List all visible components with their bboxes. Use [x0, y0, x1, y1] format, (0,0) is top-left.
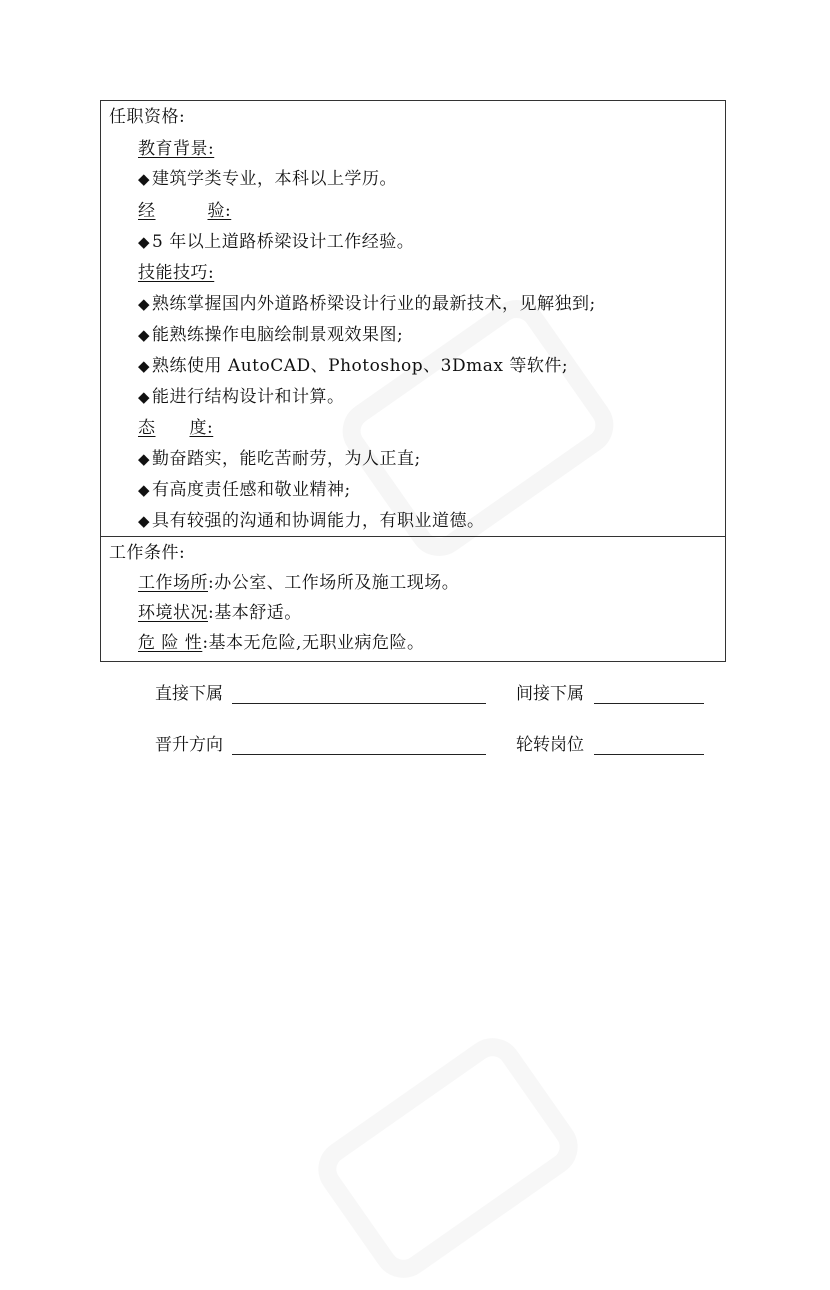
watermark-logo	[307, 1026, 590, 1289]
skills-heading: 技能技巧:	[138, 263, 215, 283]
direct-report-label: 直接下属	[155, 684, 223, 704]
indirect-report-label: 间接下属	[516, 684, 584, 704]
work-conditions-section	[100, 536, 726, 662]
experience-heading: 经 验:	[138, 201, 232, 221]
education-heading: 教育背景:	[138, 139, 215, 159]
rotation-label: 轮转岗位	[516, 735, 584, 755]
work-conditions-title: 工作条件:	[109, 543, 186, 563]
skills-item: ◆ 能进行结构设计和计算。	[138, 387, 345, 407]
education-item: ◆ 建筑学类专业，本科以上学历。	[138, 169, 398, 189]
diamond-bullet-icon: ◆	[138, 233, 151, 251]
skills-item: ◆ 熟练掌握国内外道路桥梁设计行业的最新技术，见解独到;	[138, 294, 596, 314]
qualifications-title: 任职资格:	[109, 107, 186, 127]
diamond-bullet-icon: ◆	[138, 295, 151, 313]
risk-row: 危 险 性:基本无危险,无职业病危险。	[138, 633, 425, 653]
environment-row: 环境状况:基本舒适。	[138, 603, 302, 623]
skills-item: ◆ 熟练使用 AutoCAD、Photoshop、3Dmax 等软件;	[138, 356, 569, 376]
promotion-label: 晋升方向	[155, 735, 223, 755]
direct-report-field[interactable]	[232, 703, 486, 704]
diamond-bullet-icon: ◆	[138, 357, 151, 375]
skills-item: ◆ 能熟练操作电脑绘制景观效果图;	[138, 325, 404, 345]
attitude-item: ◆ 具有较强的沟通和协调能力，有职业道德。	[138, 511, 485, 531]
diamond-bullet-icon: ◆	[138, 326, 151, 344]
promotion-field[interactable]	[232, 754, 486, 755]
diamond-bullet-icon: ◆	[138, 170, 151, 188]
diamond-bullet-icon: ◆	[138, 388, 151, 406]
attitude-item: ◆ 有高度责任感和敬业精神;	[138, 480, 351, 500]
rotation-field[interactable]	[594, 754, 704, 755]
diamond-bullet-icon: ◆	[138, 481, 151, 499]
attitude-item: ◆ 勤奋踏实，能吃苦耐劳，为人正直;	[138, 449, 421, 469]
indirect-report-field[interactable]	[594, 703, 704, 704]
workplace-row: 工作场所:办公室、工作场所及施工现场。	[138, 573, 460, 593]
diamond-bullet-icon: ◆	[138, 512, 151, 530]
diamond-bullet-icon: ◆	[138, 450, 151, 468]
experience-item: ◆ 5 年以上道路桥梁设计工作经验。	[138, 232, 415, 252]
attitude-heading: 态 度:	[138, 418, 214, 438]
